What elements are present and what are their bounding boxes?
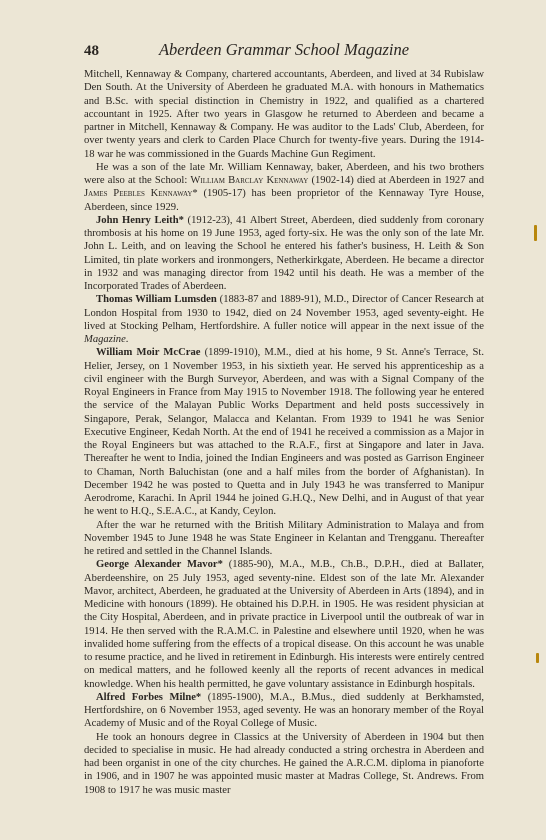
brother-name: William Barclay Kennaway (190, 175, 309, 186)
obituary-name: Alfred Forbes Milne* (96, 691, 202, 703)
obituary-name: John Henry Leith* (96, 214, 184, 226)
obituary-mccrae (84, 346, 484, 518)
obituary-text: (1899-1910), M.M., died at his home, 9 St. Anne's Terrace, St. Helier, Jersey, on 1 November 1953, in his sixtieth year. He served his apprenticeship as a civil engineer with the Burgh Surveyor, Aberdeen, and was with a Signal Company of the Royal Engineers in France from May 1915 to November 1918. The following year he entered the service of the Malayan Public Works Department and held posts successively in Singapore, Perak, Selangor, Malacca and Kelantan. From 1939 to 1941 he was Senior Executive Engineer, Kedah North. At the end of 1941 he received a commission as a Major in the Royal Engineers but was attached to the R.A.F., first at Singapore and later in Java. Thereafter he went to India, joined the Indian Engineers and was posted as Garrison Engineer to Chaman, North Baluchistan (one and a half miles from the border of Afghanistan). In December 1942 he was posted to Quetta and in July 1943 he was transferred to Manipur Aerodrome, Karachi. In April 1944 he joined G.H.Q., New Delhi, and in August of that year he went to H.Q., S.E.A.C., at Kandy, Ceylon. (84, 347, 484, 518)
paragraph-mccrae-postwar: After the war he returned with the British Military Administration to Malaya and from November 1945 to June 1948 he was State Engineer in Kelantan and Trengganu. Thereafter he retired and settled in the Channel Islands. (84, 519, 484, 557)
obituary-name: William Moir McCrae (96, 347, 201, 359)
paragraph-milne-music: He took an honours degree in Classics at the University of Aberdeen in 1904 but then decided to specialise in music. He had already conducted a string orchestra in Aberdeen and had been organist in one of the city churches. He gained the A.R.C.M. diploma in pianoforte in 1906, and in 1907 he was appointed music master at Madras College, St. Andrews. From 1908 to 1917 he was music master (84, 731, 484, 796)
obituary-name: George Alexander Mavor* (96, 559, 223, 571)
obituary-milne (84, 691, 484, 731)
text: (1902-14) died at Aberdeen in 1927 and (308, 175, 484, 186)
obituary-leith (84, 214, 484, 294)
text: He was a son of the late Mr. William Kennaway, baker, Aberdeen, and his two brothers were also at the School: (84, 161, 484, 186)
obituary-text: (1885-90), M.A., M.B., Ch.B., D.P.H., died at Ballater, Aberdeenshire, on 25 July 1953, aged seventy-nine. Eldest son of the late Mr. Alexander Mavor, architect, Aberdeen, he graduated at the University of Aberdeen in Arts (1894), and in Medicine with honours (1899). He obtained his D.P.H. in 1905. He was resident physician at the City Hospital, Aberdeen, and in private practice in Liverpool until the outbreak of war in 1914. He then served with the R.A.M.C. in Palestine and elsewhere until 1920, when he was invalided home suffering from the effects of a tropical disease. On this account he was unable to resume practice, and he lived in retirement in Edinburgh. His interests were entirely centred on medical matters, and he followed keenly all the reports of recent advances in medical knowledge. When his health permitted, he gave voluntary assistance in Edinburgh hospitals. (84, 559, 484, 690)
obituary-lumsden (84, 293, 484, 346)
margin-mark (534, 225, 537, 241)
journal-title: Aberdeen Grammar School Magazine (158, 40, 410, 59)
obituary-mavor (84, 558, 484, 691)
obituary-name: Thomas William Lumsden (96, 294, 217, 306)
obituary-text: (1912-23), 41 Albert Street, Aberdeen, died suddenly from coronary thrombosis at his home on 19 June 1953, aged forty-six. He was the only son of the late Mr. John L. Leith, and on leaving the School he entered his father's business, H. Leith & Son Limited, tin plate workers and ironmongers, Netherkirkgate, Aberdeen. He became a director in 1932 and was managing director from 1942 until his death. He was a member of the Incorporated Trades of Aberdeen. (84, 214, 485, 292)
running-header (84, 40, 484, 62)
paragraph-kennaway-career: Mitchell, Kennaway & Company, chartered accountants, Aberdeen, and lived at 34 Rubislaw Den South. At the University of Aberdeen he graduated M.A. with honours in Mathematics and B.Sc. with special distinction in Chemistry in 1922, and qualified as a chartered accountant in 1925. After two years in Glasgow he returned to Aberdeen and became a partner in Mitchell, Kennaway & Company. He was auditor to the Lads' Club, Aberdeen, for over twenty years and clerk to Carden Place Church for twenty-five years. During the 1914-18 war he was commissioned in the Guards Machine Gun Regiment. (84, 69, 484, 160)
brother-name: James Peebles Kennaway* (84, 188, 198, 200)
paragraph-kennaway-family (84, 161, 484, 214)
obituary-text: (1883-87 and 1889-91), M.D., Director of Cancer Research at London Hospital from 1930 to 1942, died on 24 November 1953, aged seventy-eight. He lived at Stocking Pelham, Hertfordshire. A fuller notice will appear in the next issue of the (84, 294, 484, 332)
obituary-text-end: . (125, 334, 129, 345)
margin-mark (536, 653, 539, 663)
magazine-reference: Magazine (84, 334, 126, 345)
article-body (84, 68, 484, 797)
page-number: 48 (84, 43, 99, 59)
text: (1905-17) has been proprietor of the Kennaway Tyre House, Aberdeen, since 1929. (84, 188, 484, 213)
obituary-text: (1895-1900), M.A., B.Mus., died suddenly at Berkhamsted, Hertfordshire, on 6 November 1953, aged seventy. He was an honorary member of the Royal Academy of Music and of the Royal College of Music. (84, 691, 484, 730)
